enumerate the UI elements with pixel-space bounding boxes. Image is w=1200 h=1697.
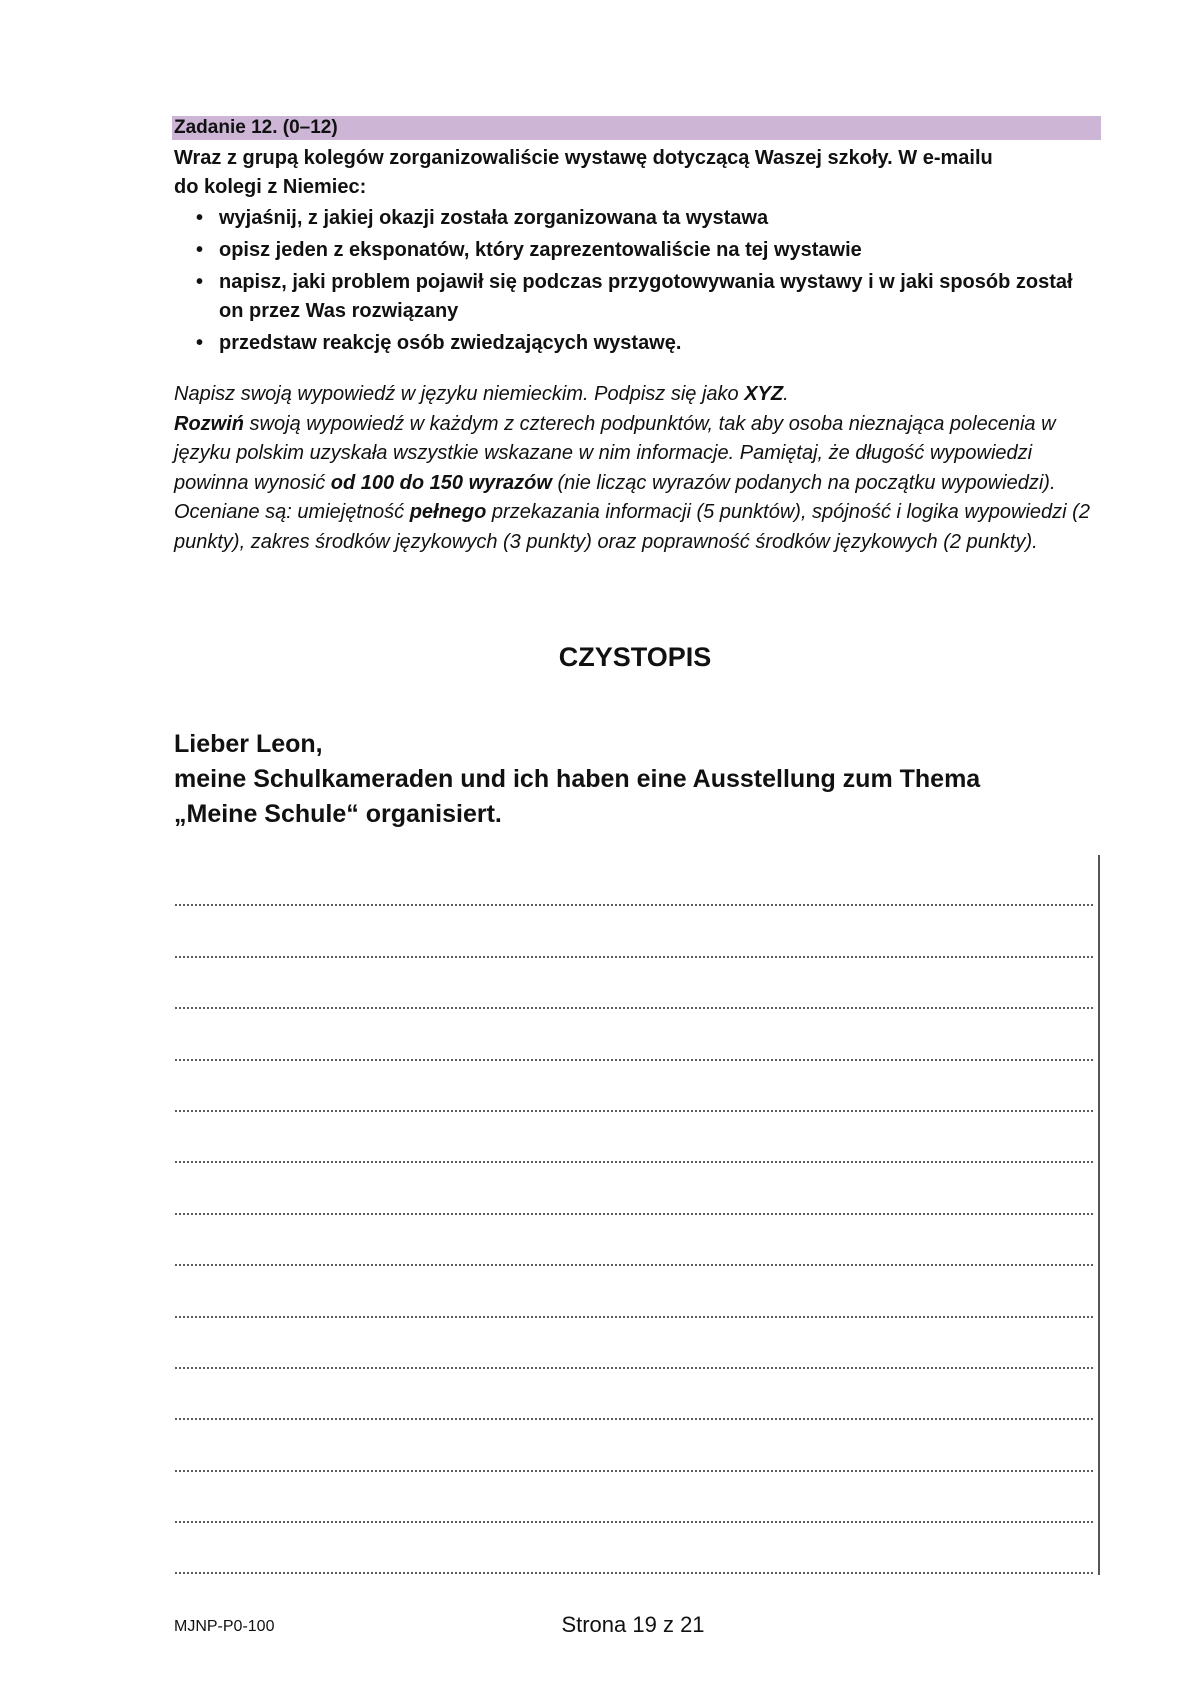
task-point-text: przedstaw reakcję osób zwiedzających wystawę. [219, 332, 682, 354]
writing-line[interactable] [174, 1112, 1094, 1163]
instructions-text: swoją wypowiedź w każdym z czterech podpunktów, tak aby osoba nieznająca polecenia w języku polskim uzyskała wszystkie wskazane w nim informacje. Pamiętaj, że długość wypowiedzi powinna wynosić [174, 412, 1056, 494]
writing-line[interactable] [174, 1523, 1094, 1574]
word-count-requirement: od 100 do 150 wyrazów [330, 471, 552, 494]
task-point-text: wyjaśnij, z jakiej okazji została zorganizowana ta wystawa [219, 207, 769, 229]
writing-line[interactable] [174, 855, 1094, 906]
section-title: CZYSTOPIS [558, 642, 712, 672]
task-point [196, 236, 1096, 265]
instructions-line-1 [174, 380, 1104, 410]
writing-line[interactable] [174, 1318, 1094, 1369]
email-greeting: Lieber Leon, [174, 730, 323, 758]
exam-code: MJNP-P0-100 [174, 1618, 275, 1635]
instructions-text: przekazania informacji (5 punktów), spójność i logika wypowiedzi (2 punkty), zakres środków językowych (3 punkty) oraz poprawność środków językowych (2 punkty). [174, 501, 1090, 553]
bullet-icon: • [196, 271, 204, 293]
task-intro-line: Wraz z grupą kolegów zorganizowaliście wystawę dotyczącą Waszej szkoły. W e-mailu [174, 147, 993, 169]
margin-rule [1098, 855, 1100, 1575]
task-point [196, 268, 1096, 326]
email-line: meine Schulkameraden und ich haben eine Ausstellung zum Thema [174, 765, 981, 793]
email-start [174, 727, 1104, 832]
instructions-text: Napisz swoją wypowiedź w języku niemieckim. Podpisz się jako [174, 383, 745, 405]
instructions-text: (nie licząc wyrazów podanych na początku wypowiedzi). Oceniane są: umiejętność [174, 471, 1056, 523]
task-points-list [196, 204, 1096, 361]
instructions [174, 380, 1104, 557]
bullet-icon: • [196, 239, 204, 261]
email-line: „Meine Schule“ organisiert. [174, 800, 502, 828]
writing-line[interactable] [174, 1163, 1094, 1214]
bullet-icon: • [196, 207, 204, 229]
task-point-text: napisz, jaki problem pojawił się podczas przygotowywania wystawy i w jaki sposób został on przez Was rozwiązany [219, 271, 1073, 322]
task-point-text: opisz jeden z eksponatów, który zaprezentowaliście na tej wystawie [219, 239, 862, 261]
signature-code: XYZ [744, 383, 784, 405]
writing-line[interactable] [174, 1420, 1094, 1471]
task-point [196, 204, 1096, 233]
writing-area[interactable] [174, 855, 1094, 1574]
instructions-text: . [783, 383, 789, 405]
writing-line[interactable] [174, 1266, 1094, 1317]
writing-line[interactable] [174, 1472, 1094, 1523]
task-point [196, 329, 1096, 358]
instructions-emphasis: pełnego [409, 501, 487, 523]
writing-line[interactable] [174, 1061, 1094, 1112]
writing-line[interactable] [174, 906, 1094, 957]
writing-line[interactable] [174, 1215, 1094, 1266]
page-number: Strona 19 z 21 [561, 1612, 705, 1637]
instructions-emphasis: Rozwiń [174, 412, 244, 435]
instructions-paragraph [174, 410, 1104, 558]
task-header: Zadanie 12. (0–12) [172, 116, 1101, 140]
task-intro-line: do kolegi z Niemiec: [174, 176, 367, 198]
writing-line[interactable] [174, 958, 1094, 1009]
writing-line[interactable] [174, 1009, 1094, 1060]
writing-line[interactable] [174, 1369, 1094, 1420]
bullet-icon: • [196, 332, 204, 354]
task-intro [174, 144, 1104, 202]
